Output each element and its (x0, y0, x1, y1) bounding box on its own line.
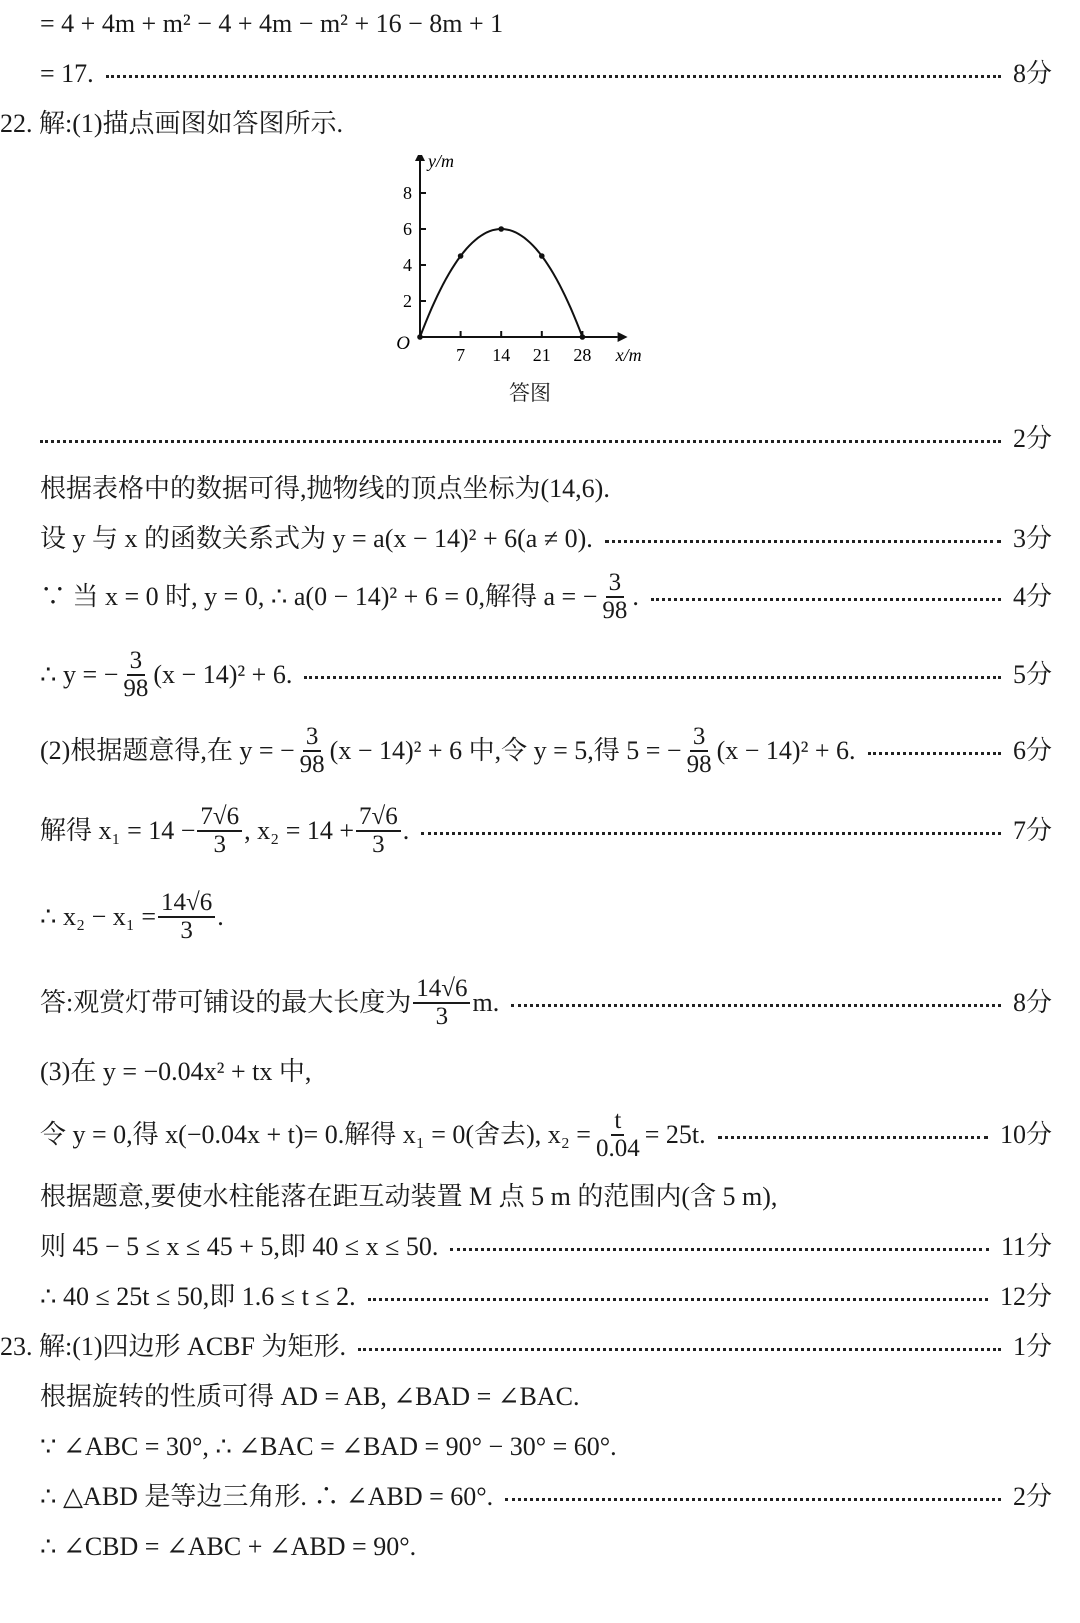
substitution-line (40, 570, 1052, 625)
difference-end: . (217, 901, 224, 931)
score-label: 10分 (999, 1119, 1052, 1149)
denominator: 3 (435, 1003, 449, 1031)
equation-result: = 17. (40, 59, 94, 88)
equilateral-line (40, 1483, 1052, 1512)
dot-leader (304, 676, 1001, 679)
part-3-text: (3)在 y = −0.04x² + tx 中, (40, 1057, 312, 1086)
fraction-14-root6-over-3 (158, 890, 215, 945)
score-label: 11分 (1000, 1232, 1052, 1261)
numerator: 7√6 (197, 804, 242, 832)
denominator: 3 (213, 831, 227, 859)
denominator: 0.04 (595, 1135, 640, 1163)
equation-text: = 4 + 4m + m² − 4 + 4m − m² + 16 − 8m + 1 (40, 9, 504, 38)
question-22-heading (0, 110, 1052, 139)
y-axis-arrow (415, 155, 425, 161)
score-label: 12分 (999, 1282, 1052, 1311)
numerator: 14√6 (158, 890, 215, 918)
y-tick-label: 6 (403, 219, 412, 239)
y-axis-label: y/m (428, 155, 454, 171)
part-3-solve-end: = 25t. (644, 1119, 706, 1149)
equation-line-1 (40, 10, 1052, 39)
score-label: 2分 (1012, 424, 1052, 453)
score-label: 5分 (1012, 659, 1052, 689)
part-2-end: (x − 14)² + 6. (716, 735, 856, 765)
fraction-3-over-98 (120, 648, 151, 703)
parabola-curve (420, 229, 582, 337)
fraction-3-over-98 (599, 570, 630, 625)
vertex-text: 根据表格中的数据可得,抛物线的顶点坐标为(14,6). (40, 474, 610, 503)
question-heading-text: 22. 解:(1)描点画图如答图所示. (0, 109, 344, 138)
numerator: 3 (127, 648, 146, 676)
numerator: t (611, 1108, 624, 1136)
origin-label: O (396, 333, 410, 354)
denominator: 98 (686, 751, 712, 779)
numerator: 3 (303, 724, 322, 752)
dot-leader (40, 440, 1001, 443)
score-label: 6分 (1012, 735, 1052, 765)
data-point (417, 334, 423, 340)
x-axis-arrow (618, 332, 628, 342)
y-tick-label: 4 (403, 255, 412, 275)
equation-line-2 (40, 60, 1052, 89)
function-text: ∴ y = − (40, 659, 119, 689)
part-2-mid: (x − 14)² + 6 中,令 y = 5,得 5 = − (329, 735, 682, 765)
numerator: 3 (690, 724, 709, 752)
dot-leader (368, 1298, 988, 1301)
answer-unit: m. (472, 987, 500, 1017)
denominator: 3 (180, 917, 193, 945)
range-line (40, 1183, 1052, 1212)
fraction-7-root6-over-3 (356, 804, 401, 859)
parabola-chart (380, 155, 680, 375)
score-label: 8分 (1012, 59, 1052, 88)
x-tick-label: 14 (492, 345, 511, 365)
solution-text: 解得 x₁ = 14 − (40, 815, 196, 845)
substitution-end: . (632, 581, 639, 611)
denominator: 98 (299, 751, 325, 779)
answer-text: 答:观赏灯带可铺设的最大长度为 (40, 987, 412, 1017)
data-point (539, 253, 545, 259)
fraction-7-root6-over-3 (197, 804, 242, 859)
question-23-heading (0, 1333, 1052, 1362)
difference-line (40, 890, 1052, 945)
dot-leader (450, 1248, 989, 1251)
range-text: 根据题意,要使水柱能落在距互动装置 M 点 5 m 的范围内(含 5 m), (40, 1182, 778, 1211)
substitution-text: ∵ 当 x = 0 时, y = 0, ∴ a(0 − 14)² + 6 = 0,解得 a = − (40, 581, 598, 611)
angle-line (40, 1433, 1052, 1462)
difference-text: ∴ x₂ − x₁ = (40, 901, 156, 931)
dot-leader (511, 1004, 1001, 1007)
score-label: 8分 (1012, 987, 1052, 1017)
numerator: 3 (606, 570, 625, 598)
y-tick-label: 8 (403, 183, 412, 203)
dot-leader (421, 832, 1001, 835)
chart-caption: 答图 (509, 381, 551, 405)
inequality-line (40, 1233, 1052, 1262)
data-point (498, 226, 504, 232)
setup-line (40, 525, 1052, 554)
data-point (458, 253, 464, 259)
vertex-line (40, 475, 1052, 504)
x-tick-label: 28 (573, 345, 592, 365)
dot-leader (718, 1136, 988, 1139)
x-tick-label: 21 (532, 345, 551, 365)
function-end: (x − 14)² + 6. (153, 659, 293, 689)
fraction-3-over-98 (684, 724, 715, 779)
function-line (40, 648, 1052, 703)
t-range-text: ∴ 40 ≤ 25t ≤ 50,即 1.6 ≤ t ≤ 2. (40, 1282, 356, 1311)
denominator: 3 (372, 831, 385, 859)
part-2-text: (2)根据题意得,在 y = − (40, 735, 295, 765)
rotation-line (40, 1383, 1052, 1412)
part-3-line (40, 1058, 1052, 1087)
score-label: 2分 (1012, 1482, 1052, 1511)
angle-text: ∵ ∠ABC = 30°, ∴ ∠BAC = ∠BAD = 90° − 30° = 60°. (40, 1432, 617, 1461)
dot-leader (106, 75, 1001, 78)
cbd-line (40, 1533, 1052, 1562)
dot-leader (358, 1348, 1001, 1351)
solution-mid: , x₂ = 14 + (244, 815, 355, 845)
solution-end: . (402, 815, 410, 845)
rotation-text: 根据旋转的性质可得 AD = AB, ∠BAD = ∠BAC. (40, 1382, 580, 1411)
score-label: 1分 (1012, 1332, 1052, 1361)
score-label: 7分 (1012, 815, 1052, 845)
x-axis-label: x/m (615, 345, 642, 365)
score-label: 3分 (1012, 524, 1052, 553)
dot-leader (651, 598, 1001, 601)
part-2-line (40, 724, 1052, 779)
cbd-text: ∴ ∠CBD = ∠ABC + ∠ABD = 90°. (40, 1532, 417, 1561)
denominator: 98 (602, 597, 628, 625)
x-tick-label: 7 (456, 345, 466, 365)
numerator: 7√6 (356, 804, 401, 832)
y-tick-label: 2 (403, 291, 412, 311)
score-label: 4分 (1012, 581, 1052, 611)
numerator: 14√6 (413, 976, 470, 1004)
dot-leader (505, 1498, 1001, 1501)
inequality-text: 则 45 − 5 ≤ x ≤ 45 + 5,即 40 ≤ x ≤ 50. (40, 1232, 439, 1261)
setup-text: 设 y 与 x 的函数关系式为 y = a(x − 14)² + 6(a ≠ 0). (40, 524, 593, 553)
t-range-line (40, 1283, 1052, 1312)
part-3-solve-text: 令 y = 0,得 x(−0.04x + t)= 0.解得 x₁ = 0(舍去), x₂ = (40, 1119, 591, 1149)
answer-line (40, 976, 1052, 1031)
dot-leader (605, 540, 1001, 543)
solution-line (40, 804, 1052, 859)
fraction-3-over-98 (297, 724, 328, 779)
score-line-2 (40, 425, 1052, 454)
fraction-14-root6-over-3 (413, 976, 470, 1031)
denominator: 98 (123, 675, 149, 703)
equilateral-text: ∴ △ABD 是等边三角形. ∴ ∠ABD = 60°. (40, 1482, 494, 1511)
dot-leader (868, 752, 1001, 755)
data-point (580, 334, 586, 340)
answer-figure (380, 155, 680, 415)
fraction-t-over-0.04 (593, 1108, 643, 1163)
question-heading-text: 23. 解:(1)四边形 ACBF 为矩形. (0, 1332, 346, 1361)
part-3-solve-line (40, 1108, 1052, 1163)
